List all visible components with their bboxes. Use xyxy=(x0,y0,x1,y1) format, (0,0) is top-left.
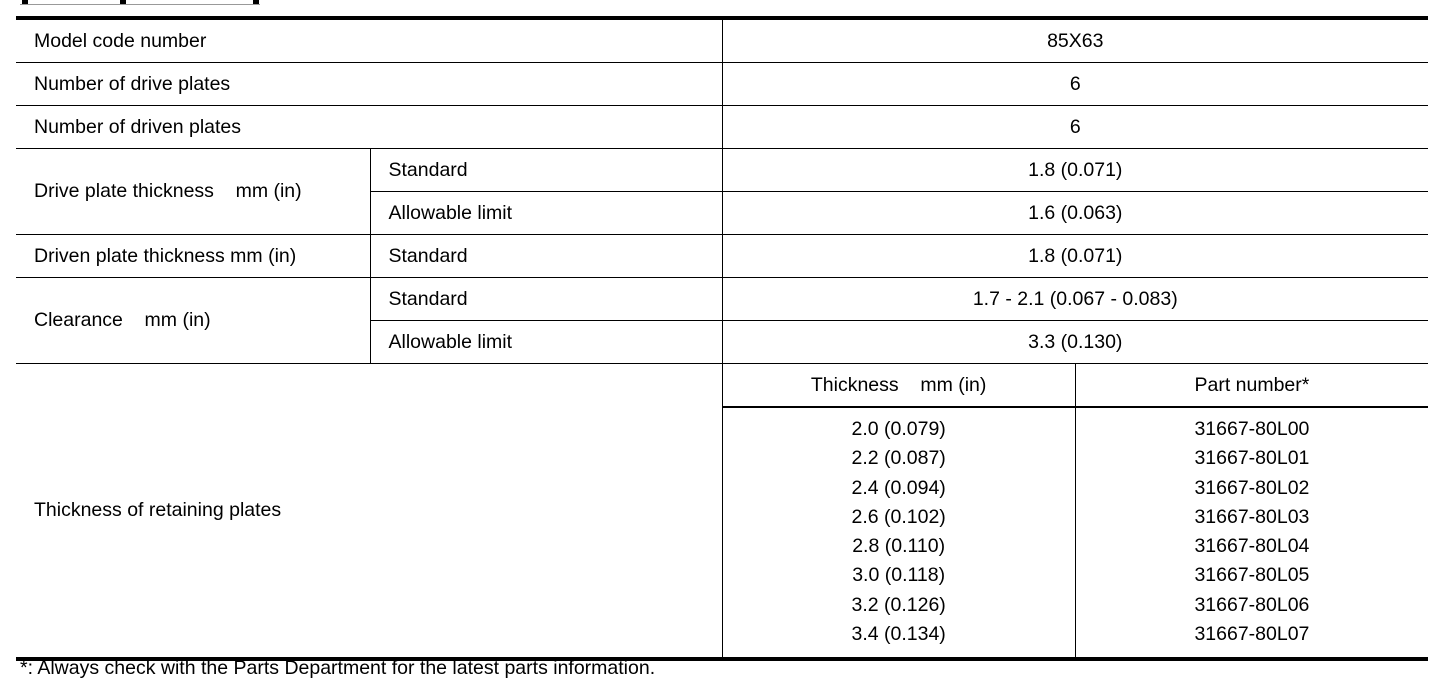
thickness-item: 3.2 (0.126) xyxy=(851,593,946,616)
drive-plate-limit-value: 1.6 (0.063) xyxy=(722,192,1428,235)
driven-plate-thickness-row xyxy=(16,235,1428,278)
thickness-column-header: Thickness mm (in) xyxy=(810,373,987,396)
clutch-spec-table xyxy=(16,16,1428,661)
drive-plate-standard-label: Standard xyxy=(370,149,722,192)
thickness-item: 2.6 (0.102) xyxy=(851,505,946,528)
driven-plates-row xyxy=(16,106,1428,149)
drive-plate-thickness-standard-row xyxy=(16,149,1428,192)
drive-plates-label: Number of drive plates xyxy=(16,63,722,106)
part-number-item: 31667-80L06 xyxy=(1194,593,1310,616)
thickness-item: 2.0 (0.079) xyxy=(851,418,946,440)
thickness-item: 2.4 (0.094) xyxy=(851,476,946,499)
model-code-value: 85X63 xyxy=(722,18,1428,63)
drive-plates-value: 6 xyxy=(722,63,1428,106)
parts-footnote: *: Always check with the Parts Department for the latest parts information. xyxy=(20,657,656,679)
cropped-heading-mark xyxy=(253,0,259,4)
clearance-standard-row xyxy=(16,278,1428,321)
thickness-list xyxy=(723,408,1075,657)
part-number-item: 31667-80L05 xyxy=(1194,564,1310,587)
model-code-row xyxy=(16,18,1428,63)
retaining-plates-header xyxy=(723,364,1429,408)
part-number-item: 31667-80L04 xyxy=(1194,535,1310,558)
retaining-plates-label: Thickness of retaining plates xyxy=(34,499,282,522)
thickness-item: 2.8 (0.110) xyxy=(852,535,946,558)
cropped-heading-edge xyxy=(20,0,260,5)
part-number-item: 31667-80L01 xyxy=(1194,447,1310,470)
clearance-standard-label: Standard xyxy=(370,278,722,321)
part-number-item: 31667-80L02 xyxy=(1194,476,1310,499)
retaining-plates-detail xyxy=(722,364,1428,660)
driven-plates-value: 6 xyxy=(722,106,1428,149)
part-number-item: 31667-80L03 xyxy=(1194,505,1310,528)
cropped-heading-mark xyxy=(22,0,28,4)
part-number-list xyxy=(1075,408,1428,657)
drive-plate-thickness-label: Drive plate thickness mm (in) xyxy=(16,149,370,235)
driven-plate-standard-label: Standard xyxy=(370,235,722,278)
thickness-item: 3.4 (0.134) xyxy=(851,623,946,646)
part-number-item: 31667-80L00 xyxy=(1194,418,1310,440)
drive-plates-row xyxy=(16,63,1428,106)
drive-plate-standard-value: 1.8 (0.071) xyxy=(722,149,1428,192)
thickness-item: 2.2 (0.087) xyxy=(851,447,946,470)
clearance-standard-value: 1.7 - 2.1 (0.067 - 0.083) xyxy=(722,278,1428,321)
driven-plate-thickness-label: Driven plate thickness mm (in) xyxy=(16,235,370,278)
retaining-plates-values xyxy=(723,408,1429,657)
driven-plate-standard-value: 1.8 (0.071) xyxy=(722,235,1428,278)
driven-plates-label: Number of driven plates xyxy=(16,106,722,149)
clearance-limit-label: Allowable limit xyxy=(370,321,722,364)
thickness-item: 3.0 (0.118) xyxy=(852,564,946,587)
part-number-column-header: Part number* xyxy=(1075,364,1428,406)
cropped-heading-mark xyxy=(120,0,126,4)
clearance-limit-value: 3.3 (0.130) xyxy=(722,321,1428,364)
drive-plate-limit-label: Allowable limit xyxy=(370,192,722,235)
retaining-plates-row xyxy=(16,364,1428,660)
clearance-label: Clearance mm (in) xyxy=(16,278,370,364)
part-number-item: 31667-80L07 xyxy=(1194,623,1310,646)
model-code-label: Model code number xyxy=(16,18,722,63)
